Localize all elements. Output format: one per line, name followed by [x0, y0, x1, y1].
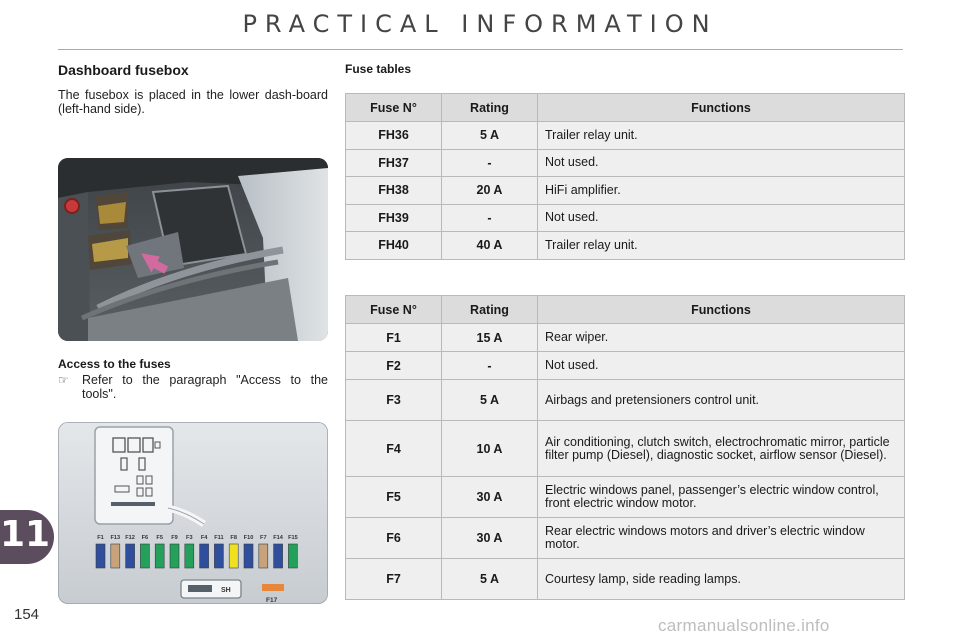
rating-cell: -	[442, 149, 538, 177]
table-row	[346, 380, 905, 421]
pointing-hand-icon: ☞	[58, 373, 69, 387]
fuse-number-cell: FH39	[346, 204, 442, 232]
fuse-number-cell: FH38	[346, 177, 442, 205]
function-cell: Rear wiper.	[538, 324, 905, 352]
function-cell: HiFi amplifier.	[538, 177, 905, 205]
chapter-number: 11	[0, 514, 51, 555]
fuse-f17-label: F17	[266, 597, 278, 604]
fuse-block	[259, 544, 268, 568]
fuse-label: F13	[110, 535, 121, 541]
header-rating: Rating	[442, 296, 538, 324]
fuse-number-cell: F6	[346, 518, 442, 559]
function-cell: Airbags and pretensioners control unit.	[538, 380, 905, 421]
fuse-table-fh	[345, 93, 905, 260]
rating-cell: 20 A	[442, 177, 538, 205]
fuse-label: F12	[125, 535, 135, 541]
table-row	[346, 177, 905, 205]
fuse-label: F8	[230, 535, 237, 541]
fuse-block	[200, 544, 209, 568]
table-header-row	[346, 296, 905, 324]
fuse-label: F9	[171, 535, 178, 541]
table-row	[346, 559, 905, 600]
table-row	[346, 477, 905, 518]
fuse-table-f	[345, 295, 905, 600]
fuse-label: F4	[200, 535, 208, 541]
table-row	[346, 232, 905, 260]
fuse-label: F11	[214, 535, 224, 541]
rating-cell: 10 A	[442, 421, 538, 477]
rating-cell: -	[442, 352, 538, 380]
fuse-f17	[262, 584, 284, 591]
fuse-label: F6	[141, 535, 149, 541]
fuse-number-cell: F4	[346, 421, 442, 477]
fusebox-diagram	[58, 422, 328, 604]
fuse-label: F1	[97, 535, 104, 541]
rating-cell: 5 A	[442, 380, 538, 421]
table-row	[346, 324, 905, 352]
fuse-block	[126, 544, 135, 568]
fuse-number-cell: F1	[346, 324, 442, 352]
table-row	[346, 352, 905, 380]
table-row	[346, 149, 905, 177]
table-row	[346, 421, 905, 477]
function-cell: Not used.	[538, 204, 905, 232]
function-cell: Not used.	[538, 149, 905, 177]
access-instruction	[58, 373, 328, 401]
fuse-label: F5	[156, 535, 163, 541]
sh-shunt	[181, 580, 241, 598]
access-instruction-text: Refer to the paragraph "Access to the tools".	[82, 373, 328, 401]
fuse-block	[244, 544, 253, 568]
fuse-number-cell: F5	[346, 477, 442, 518]
page-title: PRACTICAL INFORMATION	[242, 10, 718, 38]
table-row	[346, 122, 905, 150]
sh-label: SH	[221, 587, 231, 594]
fuse-block	[274, 544, 283, 568]
fuse-number-cell: FH36	[346, 122, 442, 150]
function-cell: Trailer relay unit.	[538, 122, 905, 150]
header-fuse-number: Fuse N°	[346, 94, 442, 122]
function-cell: Courtesy lamp, side reading lamps.	[538, 559, 905, 600]
fusebox-location-photo	[58, 158, 328, 341]
fuse-block	[170, 544, 179, 568]
access-fuses-title: Access to the fuses	[58, 357, 171, 371]
header-rating: Rating	[442, 94, 538, 122]
fuse-block	[155, 544, 164, 568]
fuse-label: F3	[186, 535, 193, 541]
fuse-block	[185, 544, 194, 568]
watermark: carmanualsonline.info	[658, 616, 830, 635]
rating-cell: -	[442, 204, 538, 232]
rating-cell: 30 A	[442, 518, 538, 559]
function-cell: Electric windows panel, passenger’s electric window control, front electric window motor.	[538, 477, 905, 518]
fuse-block	[140, 544, 149, 568]
relay-box-panel	[95, 427, 173, 524]
fuse-block	[288, 544, 297, 568]
header-divider	[58, 49, 903, 50]
intro-text: The fusebox is placed in the lower dash-board (left-hand side).	[58, 88, 328, 116]
function-cell: Rear electric windows motors and driver’s electric window motor.	[538, 518, 905, 559]
fuse-label: F10	[243, 535, 254, 541]
fuse-number-cell: FH40	[346, 232, 442, 260]
fuse-number-cell: F7	[346, 559, 442, 600]
fuse-number-cell: FH37	[346, 149, 442, 177]
fuse-block	[229, 544, 238, 568]
header-fuse-number: Fuse N°	[346, 296, 442, 324]
header-functions: Functions	[538, 94, 905, 122]
fuse-tables-title: Fuse tables	[345, 62, 412, 76]
rating-cell: 5 A	[442, 559, 538, 600]
fuse-label: F14	[273, 535, 283, 541]
page-number: 154	[14, 606, 40, 623]
rating-cell: 5 A	[442, 122, 538, 150]
fuse-block	[96, 544, 105, 568]
function-cell: Not used.	[538, 352, 905, 380]
fuse-number-cell: F3	[346, 380, 442, 421]
function-cell: Trailer relay unit.	[538, 232, 905, 260]
fuse-block	[111, 544, 120, 568]
rating-cell: 40 A	[442, 232, 538, 260]
section-title: Dashboard fusebox	[58, 62, 189, 78]
table-row	[346, 204, 905, 232]
table-row	[346, 518, 905, 559]
fuse-label: F15	[288, 535, 298, 541]
fuse-label: F7	[260, 535, 267, 541]
header-functions: Functions	[538, 296, 905, 324]
table-header-row	[346, 94, 905, 122]
rating-cell: 30 A	[442, 477, 538, 518]
function-cell: Air conditioning, clutch switch, electrochromatic mirror, particle filter pump (Diesel), diagnostic socket, airflow sensor (Diesel).	[538, 421, 905, 477]
fuse-number-cell: F2	[346, 352, 442, 380]
fuse-block	[214, 544, 223, 568]
rating-cell: 15 A	[442, 324, 538, 352]
